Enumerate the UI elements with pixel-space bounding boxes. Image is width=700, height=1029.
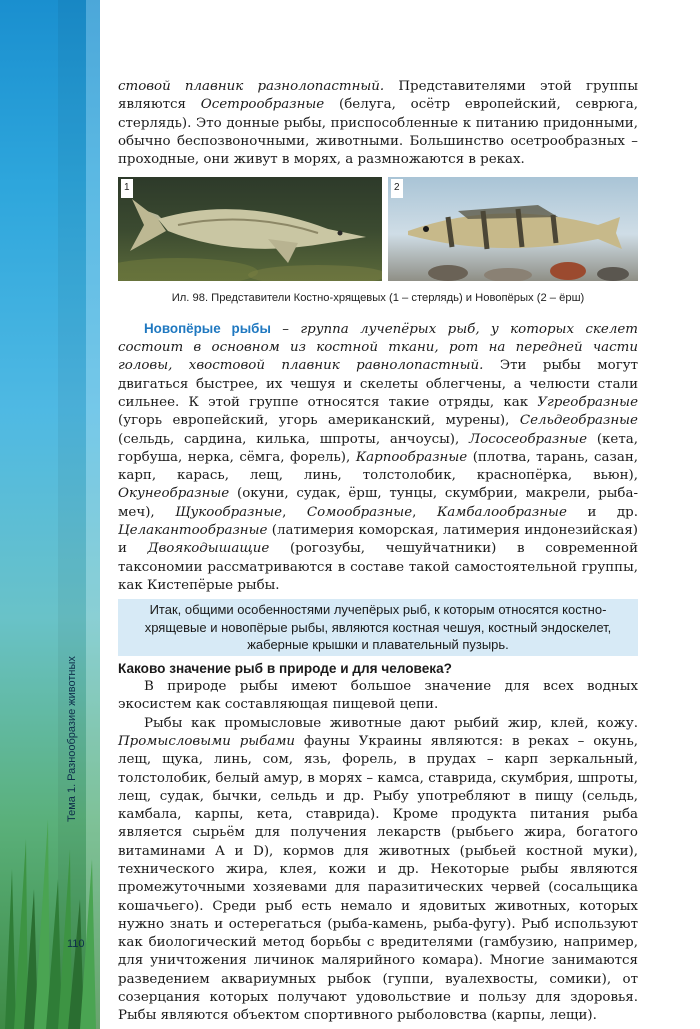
term-highlight: Новопёрые рыбы (144, 320, 271, 336)
text: (сельдь, сардина, килька, шпроты, анчоусы), (118, 431, 470, 447)
order-name: Окунеобразные (118, 486, 230, 502)
sterlet-photo (118, 177, 382, 281)
figure-number: 1 (121, 179, 133, 197)
ruffe-photo (388, 177, 638, 281)
sterlet-fish-icon (118, 177, 382, 281)
figure-caption: Ил. 98. Представители Костно-хрящевых (1 – стерлядь) и Новопёрых (2 – ёрш) (171, 292, 585, 305)
grass-decoration (0, 809, 100, 1029)
order-name: Сельдеобразные (519, 413, 638, 429)
figure-number: 2 (391, 179, 403, 197)
paragraph-neopterygii (118, 320, 638, 595)
text: (рогозубы, чешуйчатники) в современной таксономии рассматриваются в составе такой самостоятельной группы, как Кистепёрые рыбы. (118, 541, 638, 593)
sidebar (0, 0, 100, 1029)
order-name: Лососеобразные (469, 431, 588, 447)
paragraph-commercial (118, 715, 638, 1026)
order-name: Двоякодышащие (147, 541, 270, 557)
text: Эти рыбы могут двигаться быстрее, их чешуя и скелеты облегчены, а челюсти стали сильнее. К этой группе относятся такие отряды, как (118, 358, 638, 410)
text: (белуга, осётр европейский, севрюга, стерлядь). Это донные рыбы, приспособленные к питанию придонными, обычно беспозвоночными, животными. Большинство осетрообразных – проходные, они живут в морях, а размножаются в реках. (118, 97, 638, 168)
text: , (282, 504, 307, 520)
text: Рыбы как промысловые животные дают рыбий жир, клей, кожу. (144, 715, 638, 731)
summary-box: Итак, общими особенностями лучепёрых рыб, к которым относятся костно-хрящевые и новопёрые рыбы, являются костная чешуя, костный эндоскелет, жаберные крышки и плавательный пузырь. (118, 599, 638, 656)
text: Представителями этой группы являются (118, 79, 638, 113)
italic-text: Промысловыми рыбами (118, 733, 296, 749)
order-name: Сомообразные (306, 504, 413, 520)
figure-row (118, 177, 638, 285)
text: и др. (566, 504, 638, 520)
page-number: 110 (67, 938, 85, 950)
definition-text: группа лучепёрых рыб, у которых скелет состоит в основном из костной ткани, рот на передней части головы, хвостовой плавник равнолопастный. (118, 321, 638, 374)
text: (окуни, судак, ёрш, тунцы, скумбрии, макрели, рыба-меч), (118, 486, 638, 520)
italic-text: стовой плавник разнолопастный. (118, 79, 385, 94)
order-name: Осетрообразные (200, 97, 325, 113)
text: фауны Украины являются: в реках – окунь, лещ, щука, линь, сом, язь, форель, в прудах – карп зеркальный, толстолобик, белый амур, в морях – камса, ставрида, скумбрия, шпроты, лещ, судак, бычки, сельдь и др. Рыбу употребляют в пищу (сельдь, камбала, карпы, кета, ставрида). Кроме продукта питания рыба является сырьём для получения лекарств (рыбьего жира, богатого витаминами A и D), кормов для животных (рыбьей костной муки), технического жира, клея, кожи и др. Некоторые рыбы являются промежуточными хозяевами для паразитических червей (сосальщика кошачьего). Среди рыб есть немало и ядовитых животных, которых нужно знать и остерегаться (рыба-камень, рыба-фугу). Рыб используют как биологический метод борьбы с вредителями (гамбузию, например, для уничтожения личинок малярийного комара). Многие занимаются разведением аквариумных рыбок (гуппи, вуалехвосты, сомики), от созерцания которых получают удовольствие и пользу для здоровья. Рыбы являются объектом спортивного рыболовства (карпы, лещи). (118, 733, 638, 1024)
paragraph-sturgeon (118, 78, 638, 169)
order-name: Камбалообразные (436, 504, 567, 520)
sidebar-topic-title: Тема 1. Разнообразие животных (66, 656, 78, 822)
text: (угорь европейский, угорь американский, мурены), (118, 413, 520, 429)
text: – (270, 321, 301, 337)
text: (кета, горбуша, нерка, сёмга, форель), (118, 431, 638, 465)
order-name: Щукообразные (175, 504, 283, 520)
text: , (412, 504, 437, 520)
section-heading: Каково значение рыб в природе и для человека? (118, 660, 452, 676)
text: (плотва, тарань, сазан, карп, карась, лещ, линь, толстолобик, краснопёрка, вьюн), (118, 449, 639, 484)
order-name: Угреобразные (537, 394, 638, 410)
paragraph-ecosystem: В природе рыбы имеют большое значение для всех водных экосистем как составляющая пищевой цепи. (118, 679, 638, 713)
ruffe-fish-icon (388, 177, 638, 281)
order-name: Карпообразные (355, 449, 468, 465)
text: (латимерия коморская, латимерия индонезийская) и (118, 523, 638, 557)
order-name: Целакантообразные (118, 523, 268, 539)
page-content (118, 78, 638, 1026)
